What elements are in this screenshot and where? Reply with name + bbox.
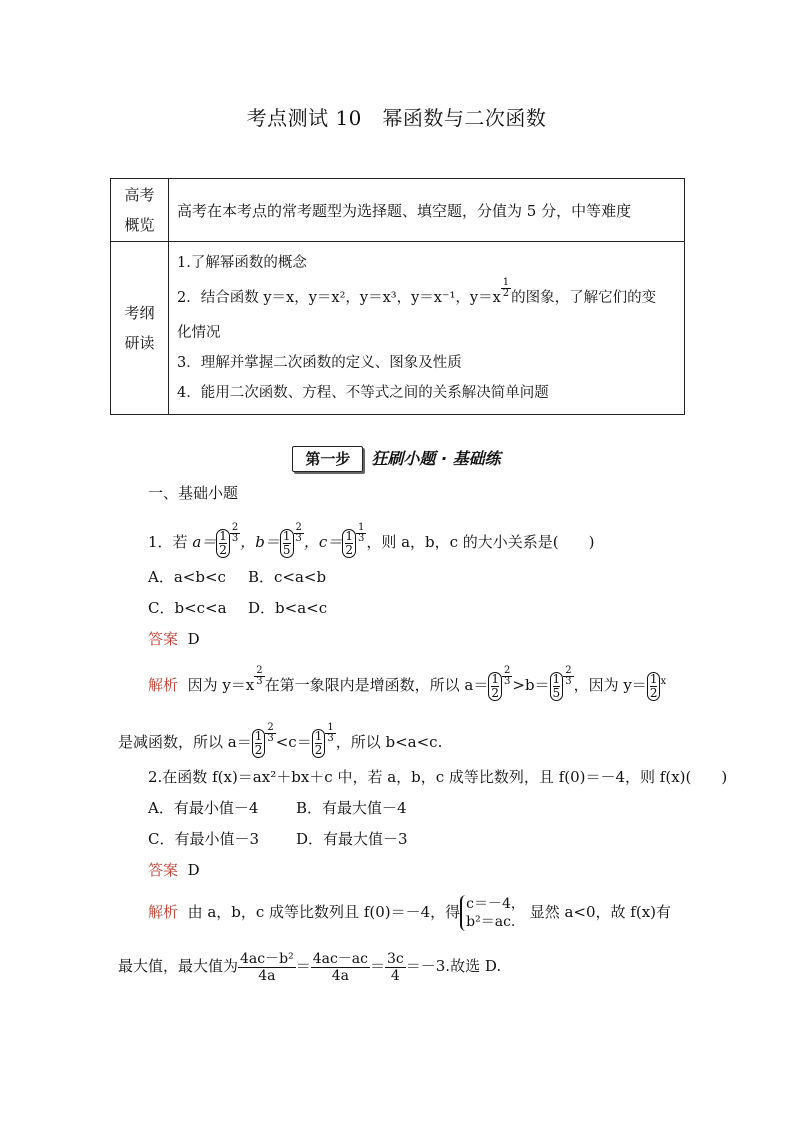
q2-stem: 2.在函数 f(x)＝ax²＋bx＋c 中，若 a，b，c 成等比数列，且 f(0)＝－4，则 f(x)( ) — [148, 768, 728, 786]
q2-option-b: B．有最大值－4 — [296, 799, 407, 817]
syllabus-row — [111, 242, 685, 415]
syllabus-item-1: 1.了解幂函数的概念 — [177, 255, 307, 271]
step-title: 狂刷小题 · 基础练 — [371, 449, 501, 468]
q1-option-c: C．b<c<a — [148, 599, 227, 617]
q1-explanation: 解析 因为 y＝x $\frac{2}{3}$ 在第一象限内是增函数，所以 a＝ $\frac{1}{2}$ $\frac{2}{3}$ >b＝ $\frac{1}{5}$ $\frac{2}{3}$ ，因为 y＝ $\frac{1}{2}^x$ — [148, 665, 667, 700]
q1-option-a: A．a<b<c — [148, 568, 226, 586]
syllabus-item-2-cont: 化情况 — [177, 325, 221, 341]
syllabus-label: 考纲 研读 — [111, 242, 169, 415]
section-heading: 一、基础小题 — [148, 484, 239, 502]
q1-a-base: $\frac{1}{2}$ — [216, 529, 230, 558]
syllabus-item-2: 2．结合函数 y＝x，y＝x²，y＝x³，y＝x⁻¹，y＝x $\frac{1}{2}$ 的图象，了解它们的变 — [177, 277, 657, 306]
q2-option-d: D．有最大值－3 — [296, 830, 408, 848]
overview-row — [111, 179, 685, 242]
overview-text: 高考在本考点的常考题型为选择题、填空题，分值为 5 分，中等难度 — [169, 179, 685, 242]
q2-explanation: 解析 由 a，b，c 成等比数列且 f(0)＝－4，得 c＝－4， b²＝ac. 显然 a<0，故 f(x)有 — [148, 896, 672, 930]
syllabus-item-3: 3．理解并掌握二次函数的定义、图象及性质 — [177, 355, 462, 371]
q2-explanation-cont: 最大值，最大值为 $\frac{\text{4ac－b²}}{4a}$ ＝ $\frac{4ac-ac}{4a}$ ＝ $\frac{3c}{4}$ ＝－3.故选 D. — [118, 950, 502, 984]
step-badge: 第一步 — [292, 446, 363, 472]
q1-stem: 1．若 a＝ $\frac{1}{2}$ $\frac{2}{3}$ ，b＝ $\frac{1}{5}$ $\frac{2}{3}$ ，c＝ $\frac{1}{2}$ $\frac{1}{3}$ ，则 a，b，c 的大小关系是( ) — [148, 522, 595, 557]
q1-b-base: $\frac{1}{5}$ — [280, 529, 294, 558]
q1-option-d: D．b<a<c — [248, 599, 328, 617]
q2-equation-system: c＝－4， b²＝ac. — [460, 895, 525, 931]
q2-option-a: A．有最小值－4 — [148, 799, 259, 817]
step-header — [0, 446, 793, 472]
q1-c-base: $\frac{1}{2}$ — [342, 529, 356, 558]
q2-answer: 答案 D — [148, 861, 200, 879]
q1-explanation-cont: 是减函数，所以 a＝ $\frac{1}{2}$ $\frac{2}{3}$ <c＝ $\frac{1}{2}$ $\frac{1}{3}$ ，所以 b<a<c. — [118, 722, 443, 757]
q1-option-b: B．c<a<b — [248, 568, 327, 586]
syllabus-item-4: 4．能用二次函数、方程、不等式之间的关系解决简单问题 — [177, 385, 549, 401]
q1-answer: 答案 D — [148, 630, 200, 648]
overview-table — [110, 178, 685, 415]
overview-label: 高考 概览 — [111, 179, 169, 242]
q2-option-c: C．有最小值－3 — [148, 830, 260, 848]
syllabus-text — [169, 242, 685, 415]
page-title: 考点测试 10 幂函数与二次函数 — [246, 106, 547, 130]
